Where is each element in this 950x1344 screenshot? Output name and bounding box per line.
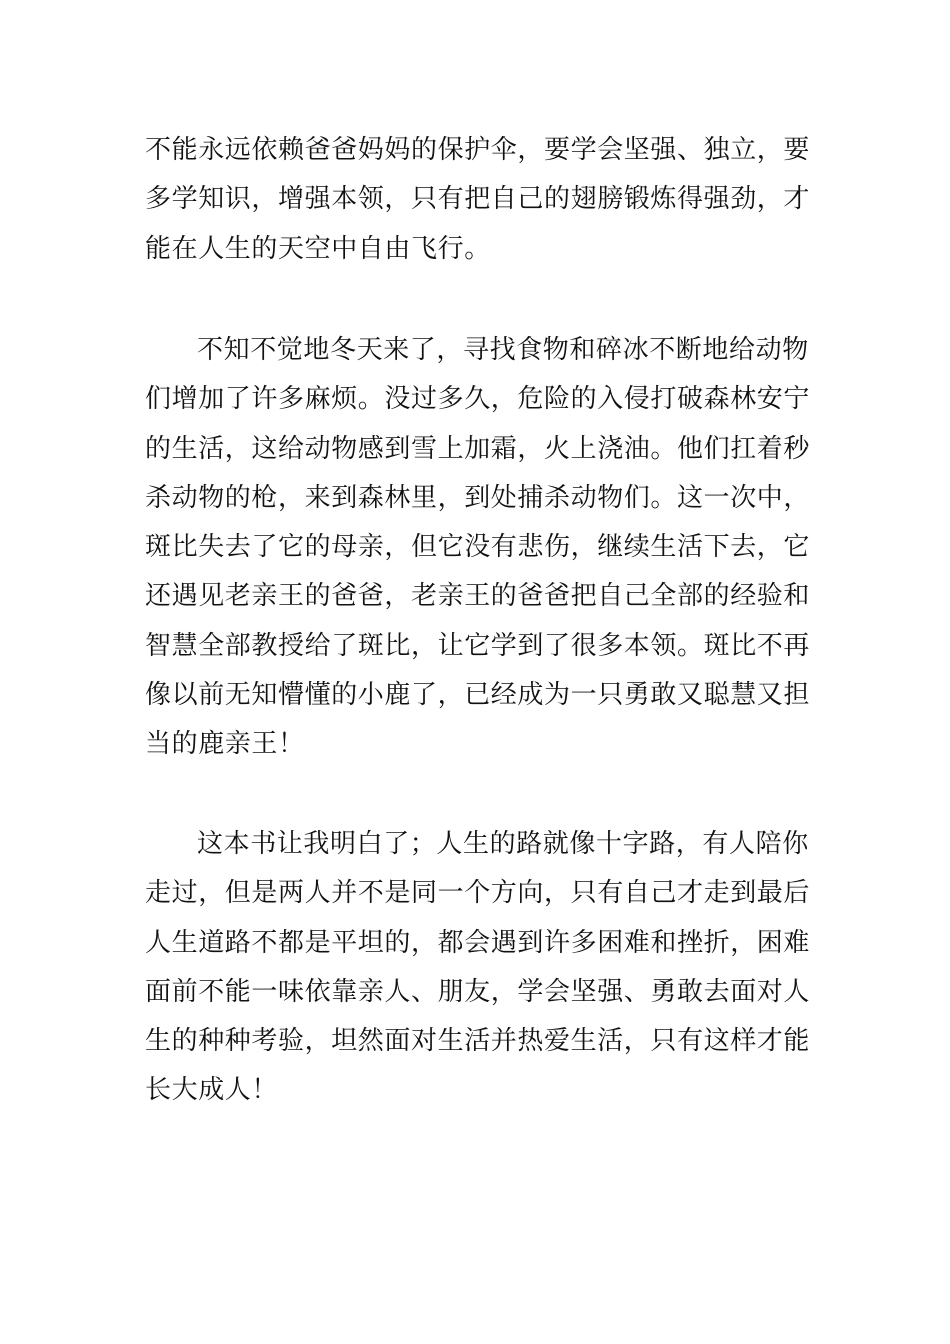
paragraph-line: 斑比失去了它的母亲，但它没有悲伤，继续生活下去，它 — [145, 532, 810, 563]
paragraph-line: 当的鹿亲王！ — [145, 729, 305, 760]
paragraph-line: 不知不觉地冬天来了，寻找食物和碎冰不断地给动物 — [197, 335, 809, 365]
paragraph-line: 智慧全部教授给了斑比，让它学到了很多本领。斑比不再 — [145, 630, 810, 661]
paragraph-line: 人生道路不都是平坦的，都会遇到许多困难和挫折，困难 — [145, 927, 810, 958]
paragraph-3 — [145, 820, 810, 1116]
paragraph-line: 生的种种考验，坦然面对生活并热爱生活，只有这样才能 — [145, 1026, 810, 1057]
paragraph-line: 长大成人！ — [145, 1075, 279, 1106]
paragraph-line: 多学知识，增强本领，只有把自己的翅膀锻炼得强劲，才 — [145, 184, 810, 215]
paragraph-line: 还遇见老亲王的爸爸，老亲王的爸爸把自己全部的经验和 — [145, 581, 810, 612]
paragraph-line: 的生活，这给动物感到雪上加霜，火上浇油。他们扛着秒 — [145, 433, 810, 464]
paragraph-line: 不能永远依赖爸爸妈妈的保护伞，要学会坚强、独立，要 — [145, 135, 810, 165]
paragraph-line: 们增加了许多麻烦。没过多久，危险的入侵打破森林安宁 — [145, 384, 810, 415]
paragraph-line: 面前不能一味依靠亲人、朋友，学会坚强、勇敢去面对人 — [145, 976, 810, 1007]
paragraph-2 — [145, 326, 810, 770]
paragraph-line: 走过，但是两人并不是同一个方向，只有自己才走到最后 — [145, 878, 810, 909]
paragraph-line: 这本书让我明白了；人生的路就像十字路，有人陪你 — [197, 829, 809, 859]
paragraph-line: 像以前无知懵懂的小鹿了，已经成为一只勇敢又聪慧又担 — [145, 680, 810, 711]
paragraph-line: 能在人生的天空中自由飞行。 — [145, 233, 491, 264]
paragraph-line: 杀动物的枪，来到森林里，到处捕杀动物们。这一次中， — [145, 482, 810, 513]
paragraph-1 — [145, 126, 810, 274]
